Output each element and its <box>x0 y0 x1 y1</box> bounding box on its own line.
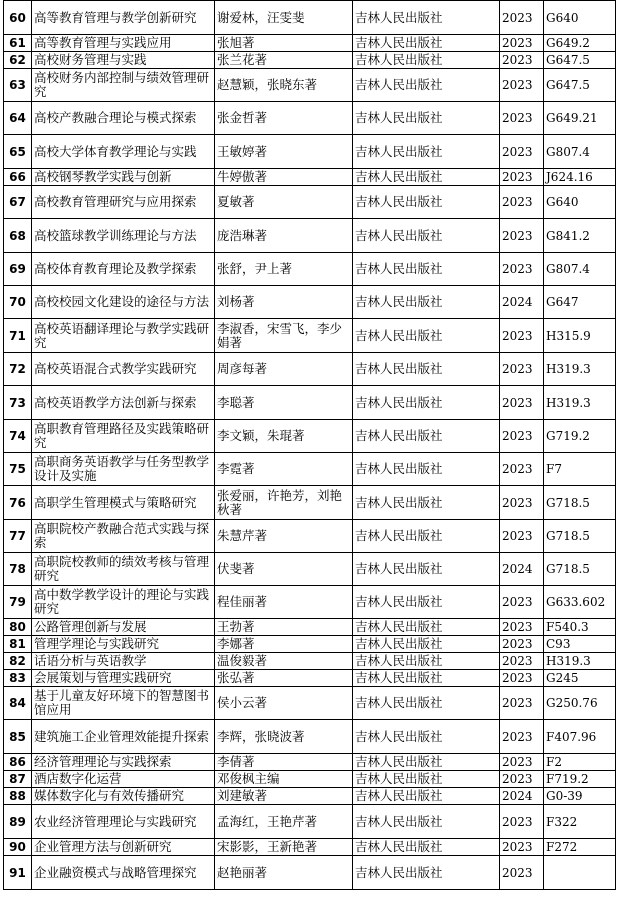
table-row <box>4 52 616 69</box>
publish-year: 2023 <box>500 636 544 653</box>
table-row <box>4 754 616 771</box>
table-row <box>4 856 616 890</box>
table-row <box>4 319 616 353</box>
publish-year: 2023 <box>500 586 544 619</box>
book-title: 企业管理方法与创新研究 <box>32 839 215 856</box>
table-row <box>4 169 616 186</box>
table-row <box>4 353 616 386</box>
publish-year: 2023 <box>500 186 544 219</box>
classification-code: G250.76 <box>544 687 616 720</box>
book-publisher: 吉林人民出版社 <box>353 286 500 319</box>
book-author: 张金哲著 <box>215 102 353 135</box>
table-row <box>4 720 616 754</box>
book-title: 管理学理论与实践研究 <box>32 636 215 653</box>
table-row <box>4 839 616 856</box>
book-title: 高校产教融合理论与模式探索 <box>32 102 215 135</box>
book-author: 李娜著 <box>215 636 353 653</box>
table-row <box>4 35 616 52</box>
book-title: 会展策划与管理实践研究 <box>32 670 215 687</box>
publish-year: 2023 <box>500 102 544 135</box>
book-publisher: 吉林人民出版社 <box>353 52 500 69</box>
book-title: 高校校园文化建设的途径与方法 <box>32 286 215 319</box>
book-author: 刘杨著 <box>215 286 353 319</box>
book-publisher: 吉林人民出版社 <box>353 839 500 856</box>
row-number: 68 <box>4 219 32 253</box>
row-number: 84 <box>4 687 32 720</box>
publish-year: 2023 <box>500 754 544 771</box>
book-title: 经济管理理论与实践探索 <box>32 754 215 771</box>
row-number: 73 <box>4 386 32 420</box>
book-author: 张旭著 <box>215 35 353 52</box>
book-publisher: 吉林人民出版社 <box>353 453 500 486</box>
book-publisher: 吉林人民出版社 <box>353 586 500 619</box>
book-publisher: 吉林人民出版社 <box>353 135 500 169</box>
book-publisher: 吉林人民出版社 <box>353 670 500 687</box>
publish-year: 2023 <box>500 169 544 186</box>
publish-year: 2024 <box>500 788 544 805</box>
classification-code: F7 <box>544 453 616 486</box>
book-publisher: 吉林人民出版社 <box>353 169 500 186</box>
publish-year: 2023 <box>500 839 544 856</box>
book-author: 侯小云著 <box>215 687 353 720</box>
book-publisher: 吉林人民出版社 <box>353 486 500 520</box>
book-author: 温俊毅著 <box>215 653 353 670</box>
publish-year: 2023 <box>500 386 544 420</box>
book-title: 公路管理创新与发展 <box>32 619 215 636</box>
book-publisher: 吉林人民出版社 <box>353 754 500 771</box>
table-row <box>4 486 616 520</box>
book-title: 高校钢琴教学实践与创新 <box>32 169 215 186</box>
row-number: 67 <box>4 186 32 219</box>
row-number: 72 <box>4 353 32 386</box>
row-number: 64 <box>4 102 32 135</box>
row-number: 63 <box>4 69 32 102</box>
row-number: 78 <box>4 553 32 586</box>
book-title: 高校财务管理与实践 <box>32 52 215 69</box>
publish-year: 2023 <box>500 420 544 453</box>
book-title: 高校财务内部控制与绩效管理研究 <box>32 69 215 102</box>
book-publisher: 吉林人民出版社 <box>353 788 500 805</box>
book-publisher: 吉林人民出版社 <box>353 636 500 653</box>
book-publisher: 吉林人民出版社 <box>353 186 500 219</box>
book-author: 孟海红，王艳芹著 <box>215 805 353 839</box>
classification-code: F2 <box>544 754 616 771</box>
table-row <box>4 420 616 453</box>
publish-year: 2023 <box>500 135 544 169</box>
row-number: 76 <box>4 486 32 520</box>
book-publisher: 吉林人民出版社 <box>353 253 500 286</box>
book-author: 周彦每著 <box>215 353 353 386</box>
book-title: 高等教育管理与教学创新研究 <box>32 1 215 35</box>
classification-code: F719.2 <box>544 771 616 788</box>
book-title: 高职院校产教融合范式实践与探索 <box>32 520 215 553</box>
row-number: 77 <box>4 520 32 553</box>
row-number: 61 <box>4 35 32 52</box>
classification-code: G647.5 <box>544 69 616 102</box>
book-author: 邓俊枫主编 <box>215 771 353 788</box>
row-number: 65 <box>4 135 32 169</box>
row-number: 62 <box>4 52 32 69</box>
book-title: 媒体数字化与有效传播研究 <box>32 788 215 805</box>
publish-year: 2023 <box>500 253 544 286</box>
book-title: 高校英语混合式教学实践研究 <box>32 353 215 386</box>
book-publisher: 吉林人民出版社 <box>353 420 500 453</box>
book-author: 赵艳丽著 <box>215 856 353 890</box>
table-row <box>4 771 616 788</box>
row-number: 69 <box>4 253 32 286</box>
table-row <box>4 670 616 687</box>
classification-code: G649.2 <box>544 35 616 52</box>
book-publisher: 吉林人民出版社 <box>353 619 500 636</box>
row-number: 89 <box>4 805 32 839</box>
table-row <box>4 653 616 670</box>
table-row <box>4 788 616 805</box>
classification-code: G640 <box>544 186 616 219</box>
book-author: 李文颖，朱琨著 <box>215 420 353 453</box>
book-author: 程佳丽著 <box>215 586 353 619</box>
book-author: 谢爱林，汪雯斐 <box>215 1 353 35</box>
classification-code: G841.2 <box>544 219 616 253</box>
row-number: 66 <box>4 169 32 186</box>
book-publisher: 吉林人民出版社 <box>353 319 500 353</box>
classification-code: G807.4 <box>544 253 616 286</box>
book-title: 高中数学教学设计的理论与实践研究 <box>32 586 215 619</box>
publish-year: 2023 <box>500 1 544 35</box>
book-author: 牛婷傲著 <box>215 169 353 186</box>
table-row <box>4 135 616 169</box>
book-author: 张兰花著 <box>215 52 353 69</box>
publish-year: 2024 <box>500 286 544 319</box>
row-number: 91 <box>4 856 32 890</box>
table-row <box>4 453 616 486</box>
book-publisher: 吉林人民出版社 <box>353 353 500 386</box>
book-title: 高校英语翻译理论与教学实践研究 <box>32 319 215 353</box>
table-row <box>4 219 616 253</box>
book-publisher: 吉林人民出版社 <box>353 687 500 720</box>
book-publisher: 吉林人民出版社 <box>353 386 500 420</box>
book-title: 高校英语教学方法创新与探索 <box>32 386 215 420</box>
row-number: 87 <box>4 771 32 788</box>
classification-code: G647.5 <box>544 52 616 69</box>
table-row <box>4 286 616 319</box>
book-publisher: 吉林人民出版社 <box>353 720 500 754</box>
book-author: 张弘著 <box>215 670 353 687</box>
book-title: 企业融资模式与战略管理探究 <box>32 856 215 890</box>
book-title: 基于儿童友好环境下的智慧图书馆应用 <box>32 687 215 720</box>
book-publisher: 吉林人民出版社 <box>353 856 500 890</box>
book-publisher: 吉林人民出版社 <box>353 1 500 35</box>
classification-code: H319.3 <box>544 353 616 386</box>
publish-year: 2024 <box>500 553 544 586</box>
table-row <box>4 586 616 619</box>
book-publisher: 吉林人民出版社 <box>353 653 500 670</box>
book-title: 农业经济管理理论与实践研究 <box>32 805 215 839</box>
publish-year: 2023 <box>500 35 544 52</box>
row-number: 86 <box>4 754 32 771</box>
row-number: 74 <box>4 420 32 453</box>
table-row <box>4 619 616 636</box>
book-author: 赵慧颖，张晓东著 <box>215 69 353 102</box>
publish-year: 2023 <box>500 670 544 687</box>
book-title: 高职学生管理模式与策略研究 <box>32 486 215 520</box>
book-author: 王敏婷著 <box>215 135 353 169</box>
book-author: 王勃著 <box>215 619 353 636</box>
book-title: 高校篮球教学训练理论与方法 <box>32 219 215 253</box>
book-author: 李倩著 <box>215 754 353 771</box>
book-author: 李淑香，宋雪飞，李少娟著 <box>215 319 353 353</box>
book-publisher: 吉林人民出版社 <box>353 805 500 839</box>
book-author: 张舒，尹上著 <box>215 253 353 286</box>
book-author: 刘建敏著 <box>215 788 353 805</box>
classification-code: H319.3 <box>544 653 616 670</box>
classification-code: G640 <box>544 1 616 35</box>
book-title: 高校大学体育教学理论与实践 <box>32 135 215 169</box>
table-row <box>4 1 616 35</box>
publish-year: 2023 <box>500 720 544 754</box>
book-author: 朱慧芹著 <box>215 520 353 553</box>
book-publisher: 吉林人民出版社 <box>353 520 500 553</box>
classification-code: G807.4 <box>544 135 616 169</box>
table-row <box>4 102 616 135</box>
row-number: 60 <box>4 1 32 35</box>
row-number: 85 <box>4 720 32 754</box>
book-title: 高职院校教师的绩效考核与管理研究 <box>32 553 215 586</box>
classification-code: C93 <box>544 636 616 653</box>
classification-code: G718.5 <box>544 520 616 553</box>
classification-code: G718.5 <box>544 486 616 520</box>
book-publisher: 吉林人民出版社 <box>353 102 500 135</box>
row-number: 88 <box>4 788 32 805</box>
table-row <box>4 805 616 839</box>
book-author: 李辉，张晓波著 <box>215 720 353 754</box>
book-publisher: 吉林人民出版社 <box>353 35 500 52</box>
classification-code: F407.96 <box>544 720 616 754</box>
book-author: 庞浩琳著 <box>215 219 353 253</box>
book-author: 张爱丽，许艳芳，刘艳秋著 <box>215 486 353 520</box>
book-list-table <box>3 0 616 890</box>
classification-code: G649.21 <box>544 102 616 135</box>
publish-year: 2023 <box>500 319 544 353</box>
publish-year: 2023 <box>500 653 544 670</box>
row-number: 70 <box>4 286 32 319</box>
book-title: 建筑施工企业管理效能提升探索 <box>32 720 215 754</box>
table-row <box>4 687 616 720</box>
publish-year: 2023 <box>500 486 544 520</box>
book-title: 高校体育教育理论及教学探索 <box>32 253 215 286</box>
table-row <box>4 386 616 420</box>
publish-year: 2023 <box>500 353 544 386</box>
book-publisher: 吉林人民出版社 <box>353 219 500 253</box>
table-row <box>4 186 616 219</box>
book-title: 高等教育管理与实践应用 <box>32 35 215 52</box>
book-publisher: 吉林人民出版社 <box>353 771 500 788</box>
classification-code: G718.5 <box>544 553 616 586</box>
classification-code: J624.16 <box>544 169 616 186</box>
book-publisher: 吉林人民出版社 <box>353 553 500 586</box>
table-row <box>4 69 616 102</box>
publish-year: 2023 <box>500 687 544 720</box>
classification-code: H315.9 <box>544 319 616 353</box>
book-author: 宋影影，王新艳著 <box>215 839 353 856</box>
table-row <box>4 553 616 586</box>
book-author: 李霓著 <box>215 453 353 486</box>
table-row <box>4 253 616 286</box>
row-number: 83 <box>4 670 32 687</box>
table-body <box>4 1 616 890</box>
table-row <box>4 636 616 653</box>
publish-year: 2023 <box>500 69 544 102</box>
classification-code: G719.2 <box>544 420 616 453</box>
book-title: 酒店数字化运营 <box>32 771 215 788</box>
row-number: 90 <box>4 839 32 856</box>
book-publisher: 吉林人民出版社 <box>353 69 500 102</box>
publish-year: 2023 <box>500 453 544 486</box>
row-number: 75 <box>4 453 32 486</box>
book-title: 高职教育管理路径及实践策略研究 <box>32 420 215 453</box>
row-number: 82 <box>4 653 32 670</box>
publish-year: 2023 <box>500 856 544 890</box>
row-number: 71 <box>4 319 32 353</box>
publish-year: 2023 <box>500 771 544 788</box>
publish-year: 2023 <box>500 52 544 69</box>
classification-code: H319.3 <box>544 386 616 420</box>
table-row <box>4 520 616 553</box>
classification-code: F540.3 <box>544 619 616 636</box>
publish-year: 2023 <box>500 805 544 839</box>
book-author: 李聪著 <box>215 386 353 420</box>
publish-year: 2023 <box>500 219 544 253</box>
book-author: 夏敏著 <box>215 186 353 219</box>
classification-code: F272 <box>544 839 616 856</box>
publish-year: 2023 <box>500 619 544 636</box>
row-number: 80 <box>4 619 32 636</box>
row-number: 81 <box>4 636 32 653</box>
classification-code: G0-39 <box>544 788 616 805</box>
classification-code <box>544 856 616 890</box>
book-author: 伏斐著 <box>215 553 353 586</box>
publish-year: 2023 <box>500 520 544 553</box>
row-number: 79 <box>4 586 32 619</box>
book-title: 高职商务英语教学与任务型教学设计及实施 <box>32 453 215 486</box>
book-title: 话语分析与英语教学 <box>32 653 215 670</box>
classification-code: F322 <box>544 805 616 839</box>
classification-code: G245 <box>544 670 616 687</box>
book-title: 高校教育管理研究与应用探索 <box>32 186 215 219</box>
classification-code: G647 <box>544 286 616 319</box>
classification-code: G633.602 <box>544 586 616 619</box>
